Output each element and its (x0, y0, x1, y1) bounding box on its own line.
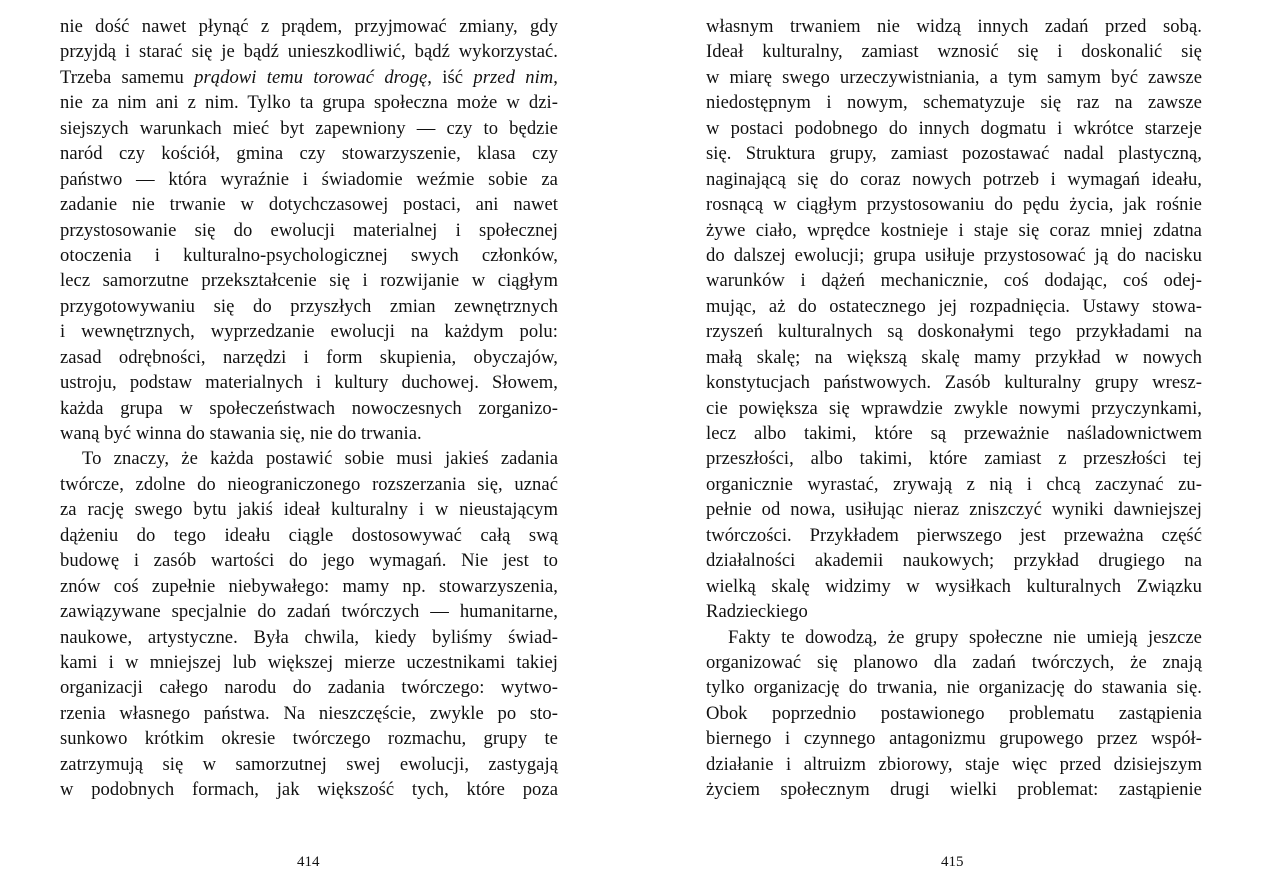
text-line: zatrzymują się w samorzutnej swej ewolucji, zastygają (60, 753, 558, 775)
text-line: zawiązywane specjalnie do zadań twórczych — humanitarne, (60, 601, 558, 623)
text-line: ustroju, podstaw materialnych i kultury duchowej. Słowem, (60, 372, 558, 394)
right-page-text (706, 14, 1202, 803)
page-number-right: 415 (941, 854, 964, 870)
text-line: w podobnych formach, jak większość tych, które poza (60, 779, 558, 801)
text-line: rosnącą w ciągłym przystosowaniu do pędu życia, jak rośnie (706, 194, 1202, 216)
text-line: biernego i czynnego antagonizmu grupowego przez współ- (706, 728, 1202, 750)
text-line: warunków i dążeń mechanicznie, coś dodając, coś odej- (706, 270, 1202, 292)
text-line: organizacji całego narodu do zadania twórczego: wytwo- (60, 677, 558, 699)
text-line: życiem społecznym drugi wielki problemat: zastąpienie (706, 779, 1202, 801)
text-line: rzyszeń kulturalnych są doskonałymi tego przykładami na (706, 321, 1202, 343)
text-line: niedostępnym i nowym, schematyzuje się raz na zawsze (706, 92, 1202, 114)
text-line: małą skalę; na większą skalę mamy przykład w nowych (706, 346, 1202, 368)
text-line: konstytucjach państwowych. Zasób kulturalny grupy wresz- (706, 372, 1202, 394)
text-line: państwo — która wyraźnie i świadomie weźmie sobie za (60, 168, 558, 190)
text-line: zadanie nie trwanie w dotychczasowej postaci, ani nawet (60, 194, 558, 216)
text-line: każda grupa w społeczeństwach nowoczesnych zorganizo- (60, 397, 558, 419)
text-line: naród czy kościół, gmina czy stowarzyszenie, klasa czy (60, 143, 558, 165)
text-line: lecz albo takimi, które są przeważnie naśladownictwem (706, 423, 1202, 444)
text-line: za rację swego bytu jakiś ideał kulturalny i w nieustającym (60, 499, 558, 521)
page-number-left: 414 (297, 854, 320, 870)
text-line: w miarę swego urzeczywistniania, a tym samym być zawsze (706, 66, 1202, 88)
text-line: Radzieckiego (706, 601, 808, 623)
text-line: Trzeba samemu prądowi temu torować drogę, iść przed nim, (60, 66, 558, 88)
text-line: własnym trwaniem nie widzą innych zadań przed sobą. (706, 16, 1202, 37)
text-line: nie dość nawet płynąć z prądem, przyjmować zmiany, gdy (60, 16, 558, 37)
text-line: pełnie od nowa, usiłując nieraz zniszczyć wyniki dawniejszej (706, 499, 1202, 521)
text-line: twórcze, zdolne do nieograniczonego rozszerzania się, uznać (60, 473, 558, 495)
text-line: przygotowywaniu się do przyszłych zmian zewnętrznych (60, 295, 558, 317)
text-line: lecz samorzutne przekształcenie się i rozwijanie w ciągłym (60, 270, 558, 292)
text-line: twórczości. Przykładem pierwszego jest przeważna część (706, 524, 1202, 546)
text-line: żywe ciało, wprędce kostnieje i staje się coraz mniej zdatna (706, 219, 1202, 241)
paragraph-start-line: To znaczy, że każda postawić sobie musi jakieś zadania (82, 448, 558, 470)
text-line: działanie i altruizm zbiorowy, staje więc przed dzisiejszym (706, 753, 1202, 775)
text-line: przyjdą i starać się je bądź unieszkodliwić, bądź wykorzystać. (60, 41, 558, 63)
text-line: przeszłości, albo takimi, które zamiast z przeszłości tej (706, 448, 1202, 470)
text-line: w postaci podobnego do innych dogmatu i wkrótce starzeje (706, 117, 1202, 139)
text-line: rzenia własnego państwa. Na nieszczęście, zwykle po sto- (60, 702, 558, 724)
text-line: tylko organizację do trwania, nie organizację do stawania się. (706, 677, 1202, 699)
text-line: działalności akademii naukowych; przykład drugiego na (706, 550, 1202, 572)
text-line: budowę i zasób wartości do jego wymagań. Nie jest to (60, 550, 558, 572)
paragraph-start-line: Fakty te dowodzą, że grupy społeczne nie umieją jeszcze (728, 626, 1202, 648)
text-line: wielką skalę widzimy w wysiłkach kulturalnych Związku (706, 575, 1202, 597)
text-line: do dalszej ewolucji; grupa usiłuje przystosować ją do nacisku (706, 244, 1202, 266)
text-line: mując, aż do ostatecznego jej rozpadnięcia. Ustawy stowa- (706, 295, 1202, 317)
text-line: znów coś zupełnie niebywałego: mamy np. stowarzyszenia, (60, 575, 558, 597)
text-line: naukowe, artystyczne. Była chwila, kiedy byliśmy świad- (60, 626, 558, 648)
text-line: siejszych warunkach mieć byt zapewniony — czy to będzie (60, 117, 558, 139)
text-line: organicznie wyrastać, zrywają z nią i chcą zaczynać zu- (706, 473, 1202, 495)
text-line: sunkowo krótkim okresie twórczego rozmachu, grupy te (60, 728, 558, 750)
text-line: i wewnętrznych, wyprzedzanie ewolucji na każdym polu: (60, 321, 558, 343)
text-line: przystosowanie się do ewolucji materialnej i społecznej (60, 219, 558, 241)
text-line: się. Struktura grupy, zamiast pozostawać nadal plastyczną, (706, 143, 1202, 165)
text-line: cie powiększa się wprawdzie zwykle nowymi przyczynkami, (706, 397, 1202, 419)
text-line: dążeniu do tego ideału ciągle dostosowywać całą swą (60, 524, 558, 546)
text-line: Ideał kulturalny, zamiast wznosić się i doskonalić się (706, 41, 1202, 63)
text-line: zasad odrębności, narzędzi i form skupienia, obyczajów, (60, 346, 558, 368)
text-line: waną być winna do stawania się, nie do trwania. (60, 423, 422, 444)
text-line: otoczenia i kulturalno-psychologicznej swych członków, (60, 244, 558, 266)
left-page-text (60, 14, 558, 803)
text-line: organizować się planowo dla zadań twórczych, że znają (706, 651, 1202, 673)
text-line: kami i w mniejszej lub większej mierze uczestnikami takiej (60, 651, 558, 673)
text-line: nie za nim ani z nim. Tylko ta grupa społeczna może w dzi- (60, 92, 558, 114)
text-line: Obok poprzednio postawionego problematu zastąpienia (706, 702, 1202, 724)
text-line: naginającą się do coraz nowych potrzeb i wymagań ideału, (706, 168, 1202, 190)
